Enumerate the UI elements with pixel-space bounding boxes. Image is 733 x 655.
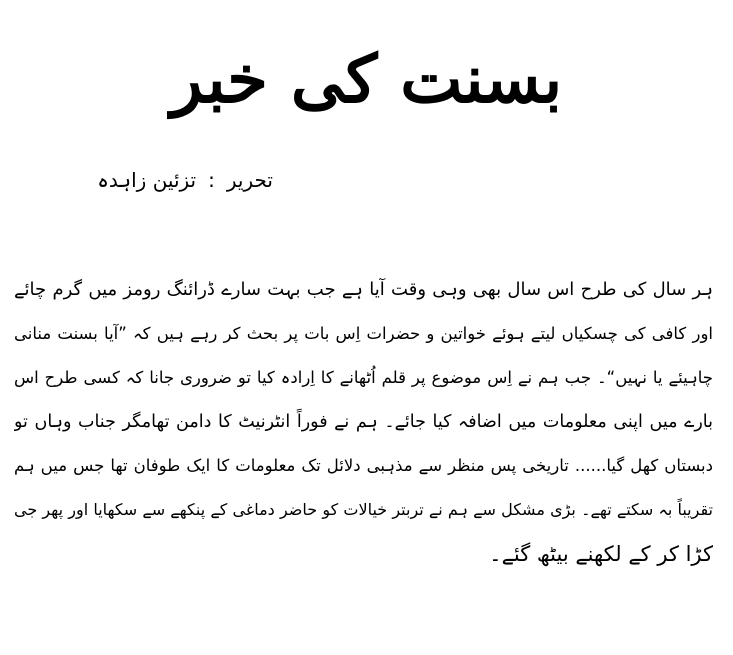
byline-author: تزئین زاہدہ	[97, 168, 197, 192]
body-line-1: ہر سال کی طرح اس سال بھی وہی وقت آیا ہے جب بہت سارے ڈرائنگ رومز میں گرم چائے	[14, 279, 713, 300]
byline-separator: :	[208, 168, 215, 192]
byline-label: تحریر	[226, 168, 273, 192]
body-line-3: چاہیئے یا نہیں“۔ جب ہم نے اِس موضوع پر قلم اُٹھانے کا اِرادہ کیا تو ضروری جانا کہ کسی طرح اس	[14, 368, 713, 387]
byline	[97, 168, 273, 192]
body-line-6: تقریباً بہ سکتے تھے۔ بڑی مشکل سے ہم نے تربتر خیالات کو حاضر دماغی کے پنکھے سے سکھایا اور پھر جی	[14, 500, 713, 519]
body-line-4: بارے میں اپنی معلومات میں اضافہ کیا جائے۔ ہم نے فوراً انٹرنیٹ کا دامن تھامگر جناب وہاں تو	[14, 412, 713, 432]
body-line-2: اور کافی کی چسکیاں لیتے ہوئے خواتین و حضرات اِس بات پر بحث کر رہے ہیں کہ ”آیا بسنت منانی	[14, 324, 713, 343]
body-line-7: کڑا کر کے لکھنے بیٹھ گئے۔	[489, 542, 713, 566]
body-line-5: دبستاں کھل گیا...... تاریخی پس منظر سے مذہبی دلائل تک معلومات کا ایک طوفان تھا جس میں ہم	[14, 456, 713, 475]
article-title: بسنت کی خبر	[170, 40, 563, 118]
article-body	[14, 268, 713, 576]
